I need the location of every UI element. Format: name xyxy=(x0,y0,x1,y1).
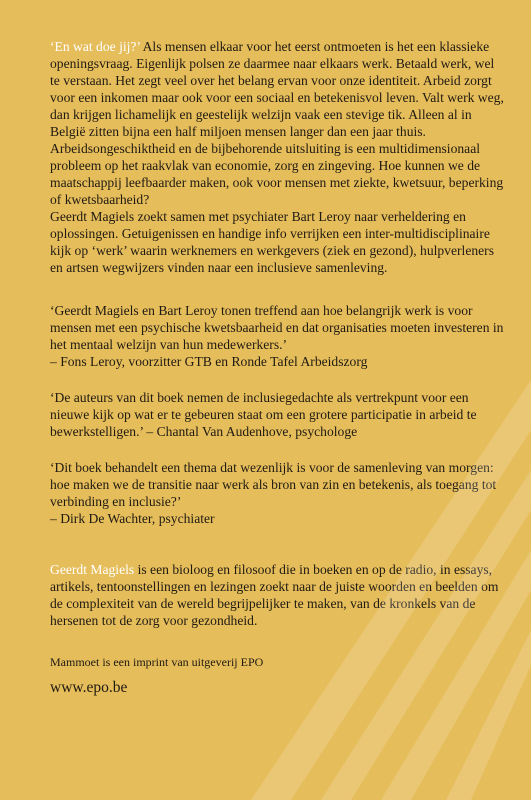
imprint-line: Mammoet is een imprint van uitgeverij EPO xyxy=(50,655,264,669)
quote-author: – Chantal Van Audenhove, psychologe xyxy=(142,424,358,439)
quote-author: – Fons Leroy, voorzitter GTB en Ronde Tafel Arbeidszorg xyxy=(50,354,368,369)
quote-fons-leroy xyxy=(50,302,505,370)
quote-text: ‘De auteurs van dit boek nemen de inclusiegedachte als vertrekpunt voor een nieuwe kijk op wat er te gebeuren staat om een grotere participatie in arbeid te bewerkstelligen.’ xyxy=(50,390,477,439)
intro-paragraph-1 xyxy=(50,38,505,208)
intro-paragraph-2: Geerdt Magiels zoekt samen met psychiater Bart Leroy naar verheldering en oplossingen. Getuigenissen en handige info verrijken een inter-multidisciplinaire kijk op ‘werk’ waarin werknemers en werkgevers (ziek en gezond), hulpverleners en artsen wegwijzers vinden naar een inclusieve samenleving. xyxy=(50,209,495,275)
publisher-website[interactable]: www.epo.be xyxy=(50,679,128,696)
intro-text: Als mensen elkaar voor het eerst ontmoeten is het een klassieke openingsvraag. Eigenlijk polsen ze daarmee naar elkaars werk. Betaald werk, wel te verstaan. Het zegt veel over het belang ervan voor onze identiteit. Arbeid zorgt voor een inkomen maar ook voor een sociaal en betekenisvol leven. Valt werk weg, dan krijgen lichamelijk en geestelijk welzijn vaak een stevige tik. Alleen al in België zitten bijna een half miljoen mensen langer dan een jaar thuis. Arbeidsongeschiktheid en de bijbehorende uitsluiting is een multidimensionaal probleem op het raakvlak van economie, zorg en zingeving. Hoe kunnen we de maatschappij leefbaarder maken, ook voor mensen met ziekte, kwetsuur, beperking of kwetsbaarheid? xyxy=(50,39,504,207)
author-bio xyxy=(50,561,505,629)
lead-question: ‘En wat doe jij?’ xyxy=(50,39,140,54)
quote-author: – Dirk De Wachter, psychiater xyxy=(50,511,215,526)
quote-text: ‘Dit boek behandelt een thema dat wezenlijk is voor de samenleving van morgen: hoe maken we de transitie naar werk als bron van zin en betekenis, als toegang tot verbinding en inclusie?’ xyxy=(50,460,497,509)
quote-text: ‘Geerdt Magiels en Bart Leroy tonen treffend aan hoe belangrijk werk is voor mensen met een psychische kwetsbaarheid en dat organisaties moeten investeren in het mentaal welzijn van hun medewerkers.’ xyxy=(50,303,504,352)
quote-chantal-van-audenhove xyxy=(50,389,505,440)
quote-dirk-de-wachter xyxy=(50,459,505,527)
author-name: Geerdt Magiels xyxy=(50,562,135,577)
bio-text: is een bioloog en filosoof die in boeken en op de radio, in essays, artikels, tentoonstellingen en lezingen zoekt naar de juiste woorden en beelden om de complexiteit van de wereld begrijpelijker te maken, van de kronkels van de hersenen tot de zorg voor gezondheid. xyxy=(50,562,499,628)
